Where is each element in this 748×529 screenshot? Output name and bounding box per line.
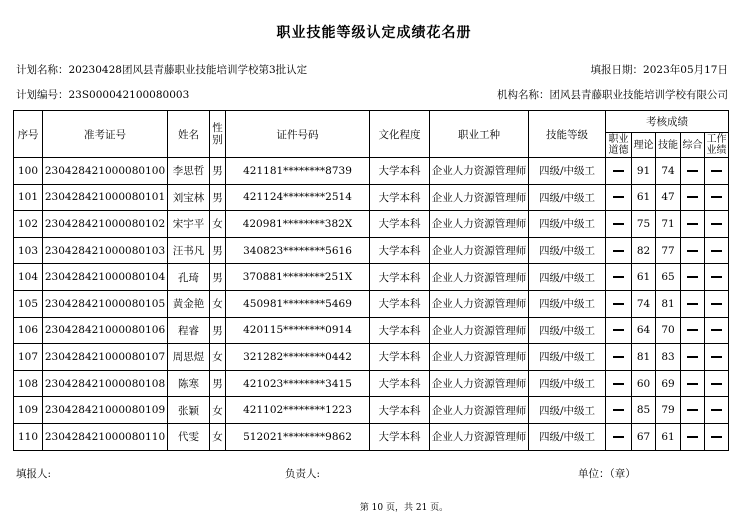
- cell-name: 黄金艳: [168, 290, 210, 317]
- cell-overall: [681, 264, 705, 291]
- cell-job: 企业人力资源管理师: [430, 184, 529, 211]
- dash-mark: [711, 303, 722, 305]
- cell-id-no: 370881********251X: [226, 264, 370, 291]
- report-date: 填报日期：2023年05月17日: [590, 64, 728, 76]
- cell-seq: 110: [14, 423, 43, 450]
- table-row: [14, 237, 729, 264]
- header-gender: 性别: [210, 111, 226, 158]
- cell-skill: 61: [656, 423, 681, 450]
- cell-skill: 47: [656, 184, 681, 211]
- table-row: [14, 317, 729, 344]
- cell-skill: 69: [656, 370, 681, 397]
- dash-mark: [613, 383, 624, 385]
- cell-id-no: 421181********8739: [226, 158, 370, 185]
- cell-id-no: 512021********9862: [226, 423, 370, 450]
- cell-theory: 85: [632, 397, 656, 424]
- dash-mark: [687, 356, 698, 358]
- cell-performance: [705, 184, 729, 211]
- cell-gender: 女: [210, 344, 226, 371]
- cell-level: 四级/中级工: [529, 184, 606, 211]
- dash-mark: [711, 170, 722, 172]
- dash-mark: [711, 383, 722, 385]
- header-education: 文化程度: [370, 111, 430, 158]
- cell-id-no: 321282********0442: [226, 344, 370, 371]
- dash-mark: [613, 223, 624, 225]
- cell-seq: 104: [14, 264, 43, 291]
- dash-mark: [711, 276, 722, 278]
- cell-job: 企业人力资源管理师: [430, 237, 529, 264]
- cell-performance: [705, 211, 729, 238]
- cell-overall: [681, 211, 705, 238]
- cell-theory: 82: [632, 237, 656, 264]
- cell-id-no: 420981********382X: [226, 211, 370, 238]
- cell-performance: [705, 290, 729, 317]
- cell-overall: [681, 290, 705, 317]
- cell-name: 程睿: [168, 317, 210, 344]
- cell-performance: [705, 264, 729, 291]
- cell-ethics: [606, 344, 632, 371]
- cell-skill: 74: [656, 158, 681, 185]
- cell-level: 四级/中级工: [529, 237, 606, 264]
- cell-exam-no: 230428421000080101: [43, 184, 168, 211]
- cell-skill: 79: [656, 397, 681, 424]
- table-row: [14, 211, 729, 238]
- cell-education: 大学本科: [370, 344, 430, 371]
- cell-gender: 男: [210, 184, 226, 211]
- cell-gender: 男: [210, 237, 226, 264]
- cell-ethics: [606, 211, 632, 238]
- cell-education: 大学本科: [370, 211, 430, 238]
- cell-job: 企业人力资源管理师: [430, 211, 529, 238]
- cell-ethics: [606, 184, 632, 211]
- dash-mark: [687, 383, 698, 385]
- dash-mark: [711, 250, 722, 252]
- cell-job: 企业人力资源管理师: [430, 397, 529, 424]
- cell-name: 周思煜: [168, 344, 210, 371]
- page-info: 第 10 页，共 21 页。: [359, 503, 449, 513]
- cell-level: 四级/中级工: [529, 397, 606, 424]
- cell-theory: 75: [632, 211, 656, 238]
- cell-education: 大学本科: [370, 397, 430, 424]
- dash-mark: [711, 196, 722, 198]
- cell-exam-no: 230428421000080103: [43, 237, 168, 264]
- cell-performance: [705, 344, 729, 371]
- cell-overall: [681, 423, 705, 450]
- table-row: [14, 370, 729, 397]
- cell-name: 代雯: [168, 423, 210, 450]
- cell-level: 四级/中级工: [529, 423, 606, 450]
- cell-performance: [705, 397, 729, 424]
- dash-mark: [613, 356, 624, 358]
- cell-job: 企业人力资源管理师: [430, 158, 529, 185]
- header-seq: 序号: [14, 111, 43, 158]
- cell-theory: 81: [632, 344, 656, 371]
- dash-mark: [613, 250, 624, 252]
- cell-exam-no: 230428421000080102: [43, 211, 168, 238]
- cell-skill: 65: [656, 264, 681, 291]
- cell-level: 四级/中级工: [529, 317, 606, 344]
- page-indicator: [0, 500, 748, 513]
- header-ethics: 职业道德: [606, 133, 632, 158]
- table-row: [14, 264, 729, 291]
- cell-ethics: [606, 397, 632, 424]
- filler-label: 填报人:: [16, 468, 52, 480]
- cell-exam-no: 230428421000080104: [43, 264, 168, 291]
- cell-theory: 74: [632, 290, 656, 317]
- cell-theory: 67: [632, 423, 656, 450]
- cell-name: 刘宝林: [168, 184, 210, 211]
- table-row: [14, 290, 729, 317]
- dash-mark: [687, 223, 698, 225]
- cell-overall: [681, 184, 705, 211]
- org-name: 机构名称：团风县青藤职业技能培训学校有限公司: [497, 89, 728, 101]
- cell-id-no: 421102********1223: [226, 397, 370, 424]
- cell-education: 大学本科: [370, 290, 430, 317]
- dash-mark: [687, 436, 698, 438]
- dash-mark: [687, 170, 698, 172]
- cell-seq: 106: [14, 317, 43, 344]
- cell-ethics: [606, 264, 632, 291]
- header-performance: 工作业绩: [705, 133, 729, 158]
- cell-overall: [681, 317, 705, 344]
- table-body: [14, 158, 729, 451]
- cell-id-no: 420115********0914: [226, 317, 370, 344]
- cell-exam-no: 230428421000080108: [43, 370, 168, 397]
- cell-gender: 男: [210, 370, 226, 397]
- cell-id-no: 450981********5469: [226, 290, 370, 317]
- cell-id-no: 421023********3415: [226, 370, 370, 397]
- header-overall: 综合: [681, 133, 705, 158]
- dash-mark: [613, 196, 624, 198]
- cell-seq: 109: [14, 397, 43, 424]
- cell-level: 四级/中级工: [529, 344, 606, 371]
- cell-job: 企业人力资源管理师: [430, 370, 529, 397]
- dash-mark: [687, 276, 698, 278]
- cell-level: 四级/中级工: [529, 290, 606, 317]
- cell-gender: 男: [210, 264, 226, 291]
- cell-ethics: [606, 290, 632, 317]
- cell-education: 大学本科: [370, 264, 430, 291]
- cell-level: 四级/中级工: [529, 370, 606, 397]
- cell-seq: 107: [14, 344, 43, 371]
- cell-name: 张颖: [168, 397, 210, 424]
- cell-performance: [705, 237, 729, 264]
- cell-seq: 105: [14, 290, 43, 317]
- cell-theory: 61: [632, 264, 656, 291]
- cell-skill: 77: [656, 237, 681, 264]
- header-scores: 考核成绩: [606, 111, 729, 133]
- dash-mark: [711, 356, 722, 358]
- table-row: [14, 397, 729, 424]
- cell-job: 企业人力资源管理师: [430, 290, 529, 317]
- cell-education: 大学本科: [370, 237, 430, 264]
- cell-job: 企业人力资源管理师: [430, 264, 529, 291]
- header-level: 技能等级: [529, 111, 606, 158]
- cell-overall: [681, 344, 705, 371]
- cell-name: 孔琦: [168, 264, 210, 291]
- dash-mark: [687, 196, 698, 198]
- cell-education: 大学本科: [370, 184, 430, 211]
- cell-name: 李思哲: [168, 158, 210, 185]
- dash-mark: [613, 436, 624, 438]
- cell-gender: 男: [210, 158, 226, 185]
- table-row: [14, 184, 729, 211]
- dash-mark: [687, 303, 698, 305]
- cell-performance: [705, 370, 729, 397]
- dash-mark: [613, 303, 624, 305]
- cell-ethics: [606, 370, 632, 397]
- cell-seq: 108: [14, 370, 43, 397]
- unit-label: 单位：（章）: [578, 468, 636, 480]
- cell-id-no: 340823********5616: [226, 237, 370, 264]
- header-id-no: 证件号码: [226, 111, 370, 158]
- dash-mark: [613, 409, 624, 411]
- cell-gender: 女: [210, 211, 226, 238]
- cell-ethics: [606, 423, 632, 450]
- cell-gender: 男: [210, 317, 226, 344]
- cell-gender: 女: [210, 290, 226, 317]
- cell-skill: 83: [656, 344, 681, 371]
- cell-job: 企业人力资源管理师: [430, 344, 529, 371]
- cell-overall: [681, 237, 705, 264]
- cell-performance: [705, 158, 729, 185]
- dash-mark: [711, 329, 722, 331]
- table-row: [14, 423, 729, 450]
- cell-education: 大学本科: [370, 370, 430, 397]
- dash-mark: [711, 436, 722, 438]
- dash-mark: [687, 329, 698, 331]
- plan-name: 计划名称：20230428团风县青藤职业技能培训学校第3批认定: [16, 64, 308, 76]
- cell-theory: 60: [632, 370, 656, 397]
- dash-mark: [687, 250, 698, 252]
- cell-performance: [705, 317, 729, 344]
- cell-theory: 64: [632, 317, 656, 344]
- table-row: [14, 158, 729, 185]
- cell-education: 大学本科: [370, 317, 430, 344]
- cell-job: 企业人力资源管理师: [430, 317, 529, 344]
- header-exam-no: 准考证号: [43, 111, 168, 158]
- cell-seq: 102: [14, 211, 43, 238]
- cell-exam-no: 230428421000080110: [43, 423, 168, 450]
- dash-mark: [613, 170, 624, 172]
- cell-education: 大学本科: [370, 158, 430, 185]
- header-theory: 理论: [632, 133, 656, 158]
- cell-seq: 100: [14, 158, 43, 185]
- cell-name: 宋宇平: [168, 211, 210, 238]
- cell-theory: 61: [632, 184, 656, 211]
- cell-performance: [705, 423, 729, 450]
- score-roster-table: [13, 110, 729, 451]
- cell-name: 陈寒: [168, 370, 210, 397]
- dash-mark: [711, 223, 722, 225]
- header-name: 姓名: [168, 111, 210, 158]
- page-title: 职业技能等级认定成绩花名册: [276, 25, 472, 41]
- cell-job: 企业人力资源管理师: [430, 423, 529, 450]
- responsible-label: 负责人:: [285, 468, 321, 480]
- cell-ethics: [606, 158, 632, 185]
- cell-exam-no: 230428421000080107: [43, 344, 168, 371]
- cell-level: 四级/中级工: [529, 211, 606, 238]
- cell-overall: [681, 370, 705, 397]
- cell-skill: 81: [656, 290, 681, 317]
- cell-name: 汪书凡: [168, 237, 210, 264]
- cell-theory: 91: [632, 158, 656, 185]
- cell-ethics: [606, 237, 632, 264]
- dash-mark: [711, 409, 722, 411]
- table-row: [14, 344, 729, 371]
- cell-level: 四级/中级工: [529, 158, 606, 185]
- cell-exam-no: 230428421000080105: [43, 290, 168, 317]
- dash-mark: [613, 276, 624, 278]
- cell-seq: 103: [14, 237, 43, 264]
- cell-education: 大学本科: [370, 423, 430, 450]
- cell-skill: 71: [656, 211, 681, 238]
- cell-id-no: 421124********2514: [226, 184, 370, 211]
- cell-skill: 70: [656, 317, 681, 344]
- cell-exam-no: 230428421000080100: [43, 158, 168, 185]
- header-job: 职业工种: [430, 111, 529, 158]
- cell-overall: [681, 158, 705, 185]
- cell-overall: [681, 397, 705, 424]
- header-skill: 技能: [656, 133, 681, 158]
- dash-mark: [687, 409, 698, 411]
- cell-level: 四级/中级工: [529, 264, 606, 291]
- cell-seq: 101: [14, 184, 43, 211]
- dash-mark: [613, 329, 624, 331]
- cell-exam-no: 230428421000080109: [43, 397, 168, 424]
- cell-gender: 女: [210, 397, 226, 424]
- cell-gender: 女: [210, 423, 226, 450]
- cell-exam-no: 230428421000080106: [43, 317, 168, 344]
- cell-ethics: [606, 317, 632, 344]
- plan-number: 计划编号：23S000042100080003: [16, 89, 190, 101]
